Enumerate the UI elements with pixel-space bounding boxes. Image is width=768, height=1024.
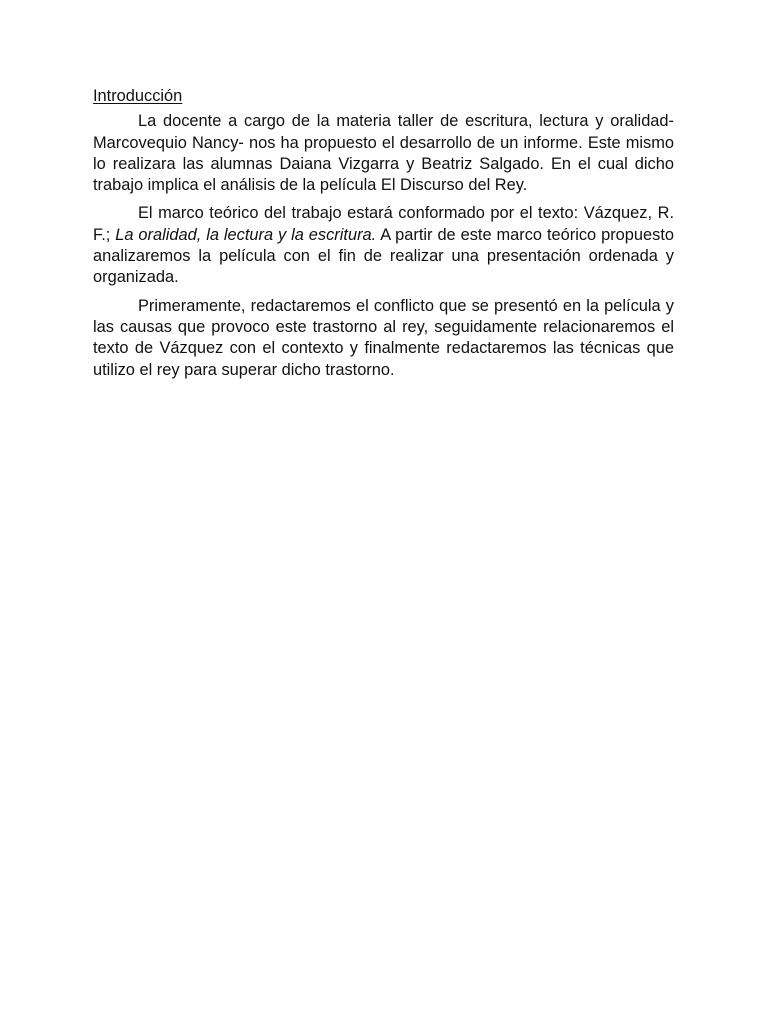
paragraph-text-after: A partir de este marco teórico propuesto analizaremos la película con el fin de realizar una presentación ordenada y organizada. — [93, 225, 674, 287]
section-heading: Introducción — [93, 87, 183, 105]
paragraph-theoretical-framework — [93, 203, 674, 288]
paragraph-plan: Primeramente, redactaremos el conflicto que se presentó en la película y las causas que provoco este trastorno al rey, seguidamente relacionaremos el texto de Vázquez con el contexto y finalmente redactaremos las técnicas que utilizo el rey para superar dicho trastorno. — [93, 296, 674, 379]
document-body — [93, 86, 674, 388]
paragraph-intro: La docente a cargo de la materia taller de escritura, lectura y oralidad- Marcovequio Nancy- nos ha propuesto el desarrollo de un informe. Este mismo lo realizara las alumnas Daiana Vizgarra y Beatriz Salgado. En el cual dicho trabajo implica el análisis de la película El Discurso del Rey. — [93, 112, 674, 195]
cited-work-title: La oralidad, la lectura y la escritura. — [115, 225, 377, 244]
paragraph-text-before: El marco teórico del trabajo estará conformado por el texto: Vázquez, R. F.; — [93, 204, 674, 244]
